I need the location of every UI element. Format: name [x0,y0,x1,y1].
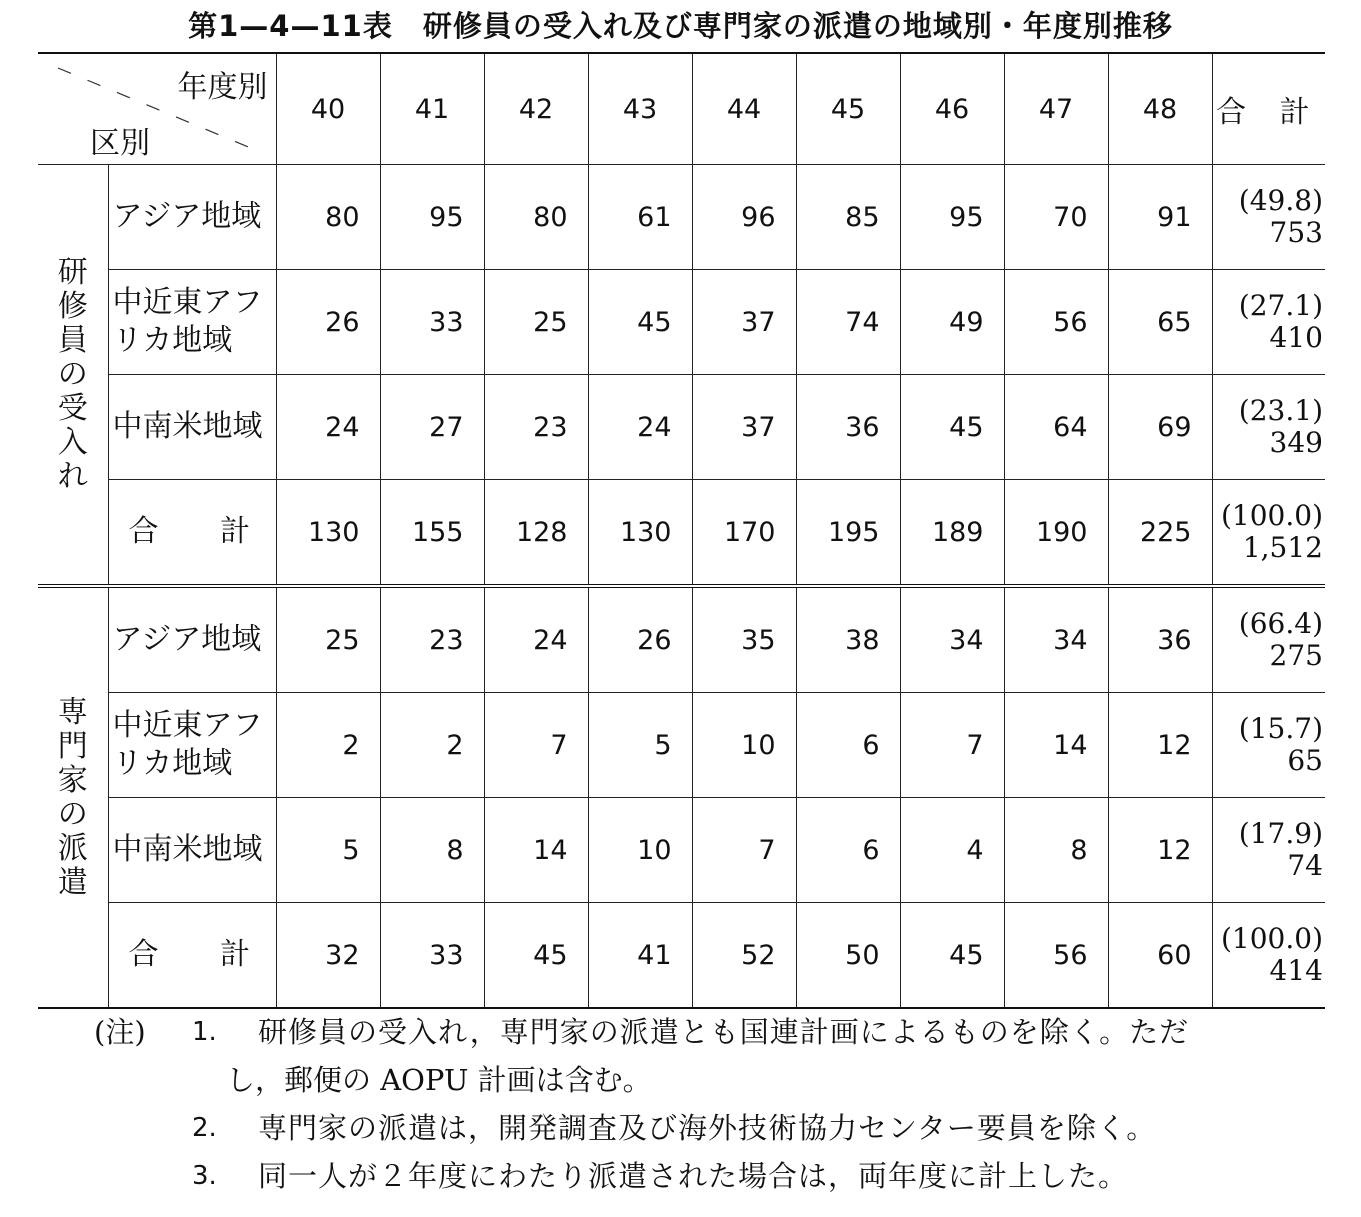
table-cell: 70 [1004,165,1108,270]
table-cell: 2 [380,693,484,798]
total-cell [1212,903,1325,1009]
table-cell: 10 [588,798,692,903]
table-cell: 96 [692,165,796,270]
table-cell: 170 [692,480,796,585]
table-cell: 5 [588,693,692,798]
share-value: (49.8) [1238,184,1323,217]
table-cell: 35 [692,586,796,693]
notes [94,1008,1334,1200]
table-cell: 26 [276,270,380,375]
row-label-total: 合 計 [108,903,276,1009]
total-cell [1212,693,1325,798]
table-cell: 225 [1108,480,1212,585]
table-cell: 38 [796,586,900,693]
table-cell: 61 [588,165,692,270]
table-cell: 7 [484,693,588,798]
total-cell [1212,165,1325,270]
total-value: 74 [1287,849,1323,882]
total-value: 414 [1269,954,1323,987]
table-cell: 12 [1108,798,1212,903]
share-value: (66.4) [1238,607,1323,640]
row-label-asia: アジア地域 [108,586,276,693]
table-cell: 95 [380,165,484,270]
table-cell: 80 [484,165,588,270]
total-cell [1212,270,1325,375]
note-text: 専門家の派遣は，開発調査及び海外技術協力センター要員を除く。 [258,1111,1157,1145]
year-header: 40 [276,53,380,165]
table-cell: 33 [380,270,484,375]
corner-year-label: 年度別 [177,70,268,105]
table-cell: 33 [380,903,484,1009]
note-number: 2. [192,1113,217,1143]
group-label-trainees: 研 修 員 の 受 入 れ [57,254,88,494]
table-cell: 50 [796,903,900,1009]
year-header: 42 [484,53,588,165]
table-cell: 37 [692,375,796,480]
table-cell: 64 [1004,375,1108,480]
year-header: 44 [692,53,796,165]
note-text: 同一人が２年度にわたり派遣された場合は，両年度に計上した。 [258,1159,1129,1193]
row-label-latin-america: 中南米地域 [108,798,276,903]
total-cell [1212,586,1325,693]
table-cell: 74 [796,270,900,375]
table-cell: 6 [796,798,900,903]
table-cell: 65 [1108,270,1212,375]
year-header: 43 [588,53,692,165]
table-cell: 56 [1004,903,1108,1009]
table-cell: 45 [900,903,1004,1009]
table-cell: 7 [692,798,796,903]
table-cell: 24 [276,375,380,480]
share-value: (27.1) [1238,289,1323,322]
note-item [94,1104,1334,1152]
table-cell: 52 [692,903,796,1009]
total-value: 349 [1269,426,1323,459]
year-header: 41 [380,53,484,165]
table-cell: 60 [1108,903,1212,1009]
data-table [38,52,1325,1009]
table-cell: 2 [276,693,380,798]
group-label-experts: 専 門 家 の 派 遣 [38,586,108,1008]
table-cell: 34 [1004,586,1108,693]
share-value: (23.1) [1238,394,1323,427]
table-cell: 130 [588,480,692,585]
note-number: 1. [192,1017,217,1047]
table-cell: 155 [380,480,484,585]
row-label-middle-east-africa: 中近東アフ リカ地域 [108,270,276,375]
table-cell: 80 [276,165,380,270]
table-cell: 69 [1108,375,1212,480]
year-header: 48 [1108,53,1212,165]
table-cell: 23 [380,586,484,693]
note-item [94,1152,1334,1200]
table-cell: 41 [588,903,692,1009]
table-cell: 14 [1004,693,1108,798]
note-continuation: し，郵便の AOPU 計画は含む。 [226,1063,652,1097]
total-value: 65 [1287,744,1323,777]
total-cell [1212,798,1325,903]
total-cell [1212,480,1325,585]
total-cell [1212,375,1325,480]
table-cell: 37 [692,270,796,375]
table-cell: 25 [276,586,380,693]
total-value: 1,512 [1242,531,1323,564]
table-cell: 6 [796,693,900,798]
note-number: 3. [192,1161,217,1191]
year-header: 46 [900,53,1004,165]
table-cell: 85 [796,165,900,270]
note-text: 研修員の受入れ，専門家の派遣とも国連計画によるものを除く。ただ [258,1015,1190,1049]
table-cell: 95 [900,165,1004,270]
notes-tag: (注) [94,1015,146,1049]
share-value: (100.0) [1220,499,1323,532]
table-cell: 8 [1004,798,1108,903]
table-cell: 14 [484,798,588,903]
table-cell: 7 [900,693,1004,798]
row-label-latin-america: 中南米地域 [108,375,276,480]
table-cell: 32 [276,903,380,1009]
table-cell: 91 [1108,165,1212,270]
table-cell: 5 [276,798,380,903]
share-value: (15.7) [1238,712,1323,745]
table-cell: 195 [796,480,900,585]
table-cell: 24 [588,375,692,480]
row-label-middle-east-africa: 中近東アフ リカ地域 [108,693,276,798]
year-header: 45 [796,53,900,165]
row-label-total: 合 計 [108,480,276,585]
table-cell: 4 [900,798,1004,903]
year-header: 47 [1004,53,1108,165]
total-header: 合 計 [1212,53,1325,165]
corner-header [38,53,276,165]
row-label-asia: アジア地域 [108,165,276,270]
table-cell: 45 [484,903,588,1009]
table-cell: 27 [380,375,484,480]
table-cell: 26 [588,586,692,693]
table-cell: 8 [380,798,484,903]
table-cell: 25 [484,270,588,375]
table-cell: 36 [1108,586,1212,693]
table-cell: 56 [1004,270,1108,375]
table-title-text: 研修員の受入れ及び専門家の派遣の地域別・年度別推移 [422,9,1173,43]
table-number: 第1—4—11表 [188,9,393,43]
table-cell: 36 [796,375,900,480]
table-cell: 49 [900,270,1004,375]
total-value: 410 [1269,321,1323,354]
total-value: 275 [1269,639,1323,672]
table-title [0,4,1361,45]
table-cell: 189 [900,480,1004,585]
share-value: (17.9) [1238,817,1323,850]
share-value: (100.0) [1220,922,1323,955]
table-cell: 128 [484,480,588,585]
table-cell: 34 [900,586,1004,693]
total-value: 753 [1269,216,1323,249]
table-cell: 45 [588,270,692,375]
table-cell: 130 [276,480,380,585]
corner-category-label: 区別 [90,126,150,161]
table-cell: 10 [692,693,796,798]
table-cell: 23 [484,375,588,480]
table-cell: 190 [1004,480,1108,585]
table-cell: 12 [1108,693,1212,798]
table-cell: 24 [484,586,588,693]
note-item [94,1008,1334,1056]
table-cell: 45 [900,375,1004,480]
